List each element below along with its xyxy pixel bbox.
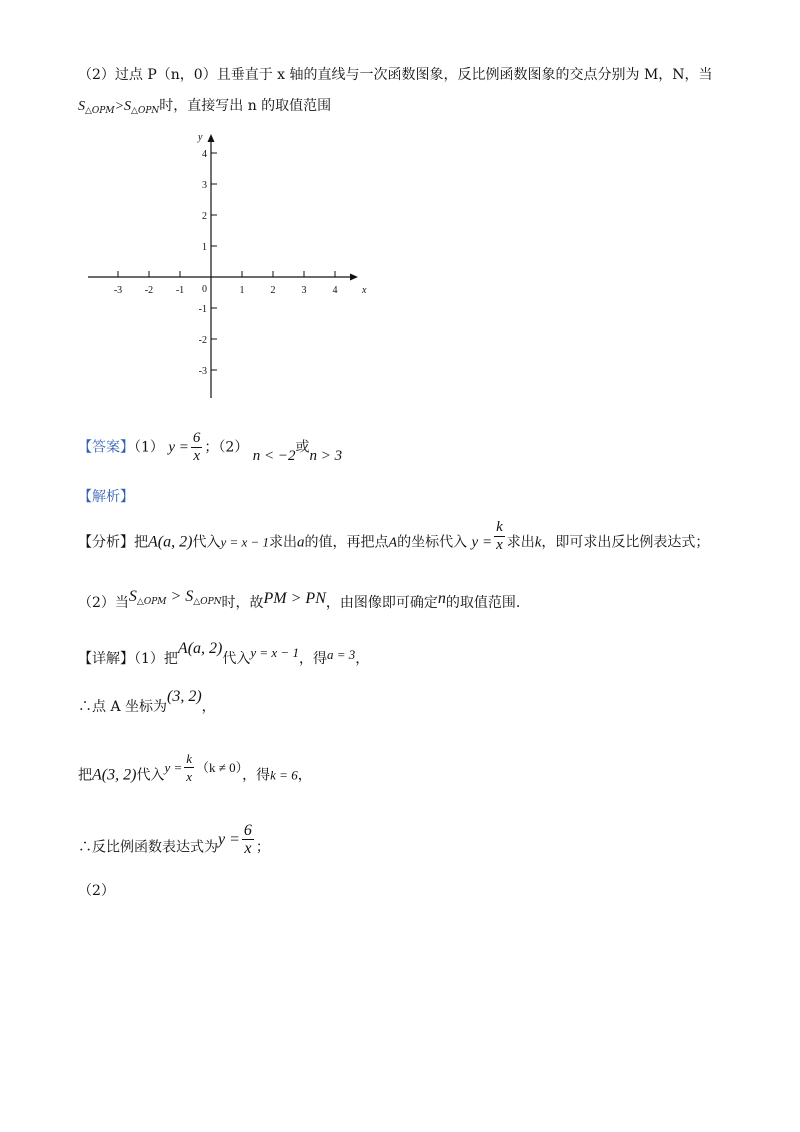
result-line [78, 822, 270, 865]
fenxi-2-line [78, 588, 521, 613]
y-tick-label: -1 [198, 304, 207, 315]
y-tick-label: -2 [198, 335, 207, 346]
xiangjie-result: a = 3 [326, 647, 356, 662]
greater-than-area: >S [114, 99, 132, 114]
answer-condition-2: n > 3 [309, 447, 343, 464]
y-tick-label: 4 [202, 149, 207, 160]
fraction-numerator: k [496, 519, 503, 535]
fenxi2-text-b: 时，故 [221, 595, 264, 611]
fraction-numerator: 6 [192, 430, 201, 446]
fenxi-text-d: 的值，再把点 [304, 534, 389, 551]
fenxi-text-g: ，即可求出反比例表达式； [541, 534, 710, 551]
result-y-equals: y = [218, 830, 240, 848]
coordinate-line [78, 688, 216, 716]
answer-fraction [191, 430, 203, 465]
x-axis-label: x [362, 285, 367, 296]
sub-result: k = 6 [270, 767, 298, 783]
fenxi-text-a: 把 [134, 534, 148, 551]
x-tick-label: 4 [332, 285, 338, 296]
x-tick-label: 1 [239, 285, 245, 296]
fenxi2-text-c: ，由图像即可确定 [325, 595, 438, 611]
fenxi2-var-n: n [437, 590, 446, 607]
fraction-denominator: x [244, 840, 252, 857]
xiangjie-linear-eq: y = x − 1 [250, 645, 299, 660]
fenxi2-text-d: 的取值范围. [445, 595, 521, 611]
fraction-numerator: 6 [243, 822, 252, 839]
sub-text-a: 把 [78, 767, 92, 784]
result-text-a: ∴反比例函数表达式为 [78, 839, 218, 856]
sub-text-d: ， [297, 767, 312, 784]
fenxi-fraction [494, 519, 505, 554]
fraction-denominator: x [193, 448, 200, 464]
fraction-denominator: x [496, 537, 503, 553]
xiangjie-text-d: ， [355, 651, 370, 667]
fraction-numerator: k [186, 751, 193, 766]
y-axis-arrow [208, 134, 215, 142]
fenxi2-text-a: （2）当 [78, 595, 129, 611]
x-tick-label: 3 [301, 285, 307, 296]
xiangjie-line [78, 640, 370, 668]
answer-separator: ；（2） [204, 439, 249, 456]
xiangjie-point: A(a, 2) [177, 640, 223, 657]
xiangjie-text-a: （1）把 [134, 651, 178, 667]
fenxi2-sub-opm: △OPM [136, 597, 167, 607]
substitution-line [78, 751, 312, 793]
result-fraction [242, 822, 254, 857]
xiangjie-text-c: ，得 [298, 651, 327, 667]
question-2-tail: 时，直接写出 n 的取值范围 [159, 98, 332, 114]
x-tick-label: -2 [144, 285, 154, 296]
y-axis-label: y [198, 132, 203, 143]
answer-or: 或 [295, 439, 310, 456]
coord-point: (3, 2) [167, 688, 202, 705]
answer-line [78, 430, 342, 465]
xiangjie-tag: 【详解】 [78, 651, 134, 667]
analysis-heading: 【解析】 [78, 489, 134, 505]
area-symbol: S [78, 99, 85, 114]
sub-text-b: 代入 [136, 767, 165, 784]
fenxi-line [78, 519, 710, 560]
part-2-label: （2） [78, 883, 115, 899]
sub-fraction [184, 750, 194, 785]
fenxi-text-f: 求出 [506, 534, 535, 551]
fenxi-text-c: 求出 [269, 534, 298, 551]
fenxi-point-a: A [388, 535, 398, 551]
y-tick-label: -3 [198, 366, 207, 377]
sub-condition: （k ≠ 0） [196, 759, 243, 775]
x-tick-label: 2 [270, 285, 276, 296]
fenxi-y-equals: y = [471, 534, 493, 551]
sub-text-c: ，得 [242, 767, 271, 784]
x-axis-arrow [350, 274, 358, 281]
x-tick-label: -3 [113, 285, 123, 296]
coord-text-b: ， [201, 699, 216, 715]
answer-condition-1: n < −2 [252, 447, 296, 464]
xiangjie-text-b: 代入 [222, 651, 251, 667]
fenxi2-area-2: > S [166, 588, 194, 605]
result-text-b: ； [255, 839, 270, 856]
sub-point: A(3, 2) [92, 766, 137, 784]
sub-y-equals: y = [164, 759, 183, 775]
y-tick-label: 1 [202, 242, 207, 253]
fenxi2-area-1: S [128, 588, 137, 605]
x-tick-label: -1 [175, 285, 185, 296]
origin-label: 0 [202, 284, 207, 295]
answer-tag: 【答案】 [78, 439, 134, 456]
answer-part-1: （1） [134, 439, 164, 456]
fenxi-point: A(a, 2) [148, 533, 193, 551]
answer-y-equals: y = [168, 439, 189, 456]
fraction-denominator: x [186, 769, 193, 784]
fenxi-text-b: 代入 [192, 534, 221, 551]
fenxi-linear-eq: y = x − 1 [220, 534, 270, 550]
fenxi-text-e: 的坐标代入 [397, 534, 468, 551]
area-subscript-opn: △OPN [131, 106, 160, 116]
question-2-line-1: （2）过点 P（n，0）且垂直于 x 轴的直线与一次函数图象，反比例函数图象的交点分别为 M，N，当 [78, 67, 713, 83]
fenxi-var-a: a [297, 534, 305, 551]
fenxi-tag: 【分析】 [78, 534, 134, 551]
fenxi2-sub-opn: △OPN [193, 597, 222, 607]
coord-text-a: ∴点 A 坐标为 [78, 699, 168, 715]
question-2-line-2 [78, 95, 331, 116]
fenxi-var-k: k [534, 534, 542, 551]
y-tick-label: 3 [202, 180, 207, 191]
area-subscript-opm: △OPM [85, 106, 115, 116]
fenxi2-pm-pn: PM > PN [263, 590, 326, 607]
y-tick-label: 2 [202, 211, 207, 222]
